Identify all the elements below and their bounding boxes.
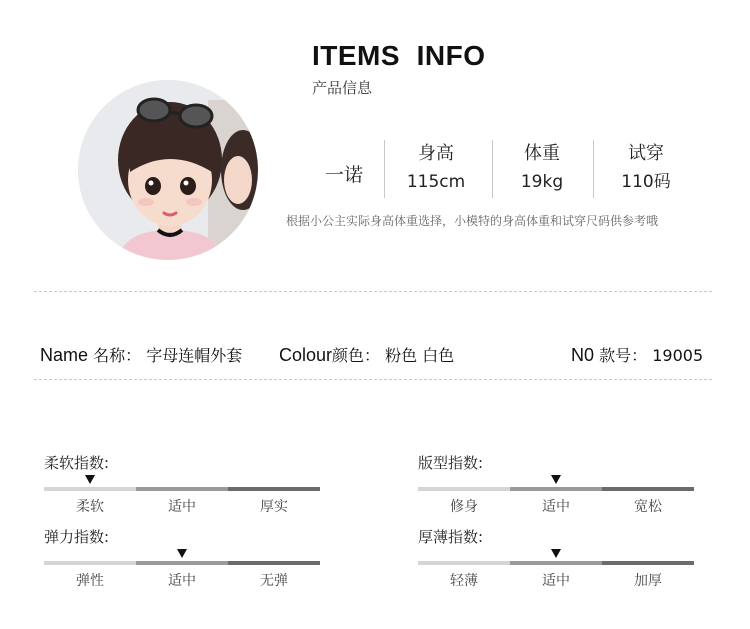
scale-bar [418, 561, 694, 565]
product-number [571, 343, 703, 366]
scale-marker [85, 475, 95, 484]
page-subtitle: 产品信息 [312, 79, 373, 97]
stat-label: 体重 [524, 143, 560, 164]
scale-segment [228, 561, 320, 565]
product-colour-label: 颜色： [332, 346, 381, 365]
scale-option: 适中 [542, 499, 570, 515]
stat-trial-size [596, 142, 696, 195]
scale-option: 无弹 [260, 573, 288, 589]
product-name-label: 名称： [93, 346, 142, 365]
scale-marker [551, 549, 561, 558]
scale-segment [228, 487, 320, 491]
stat-value: 19kg [520, 172, 564, 192]
scale-segment [418, 487, 510, 491]
scale-segment [602, 561, 694, 565]
scale-option: 宽松 [634, 499, 662, 515]
stat-divider [593, 140, 594, 198]
scale-marker [551, 475, 561, 484]
product-colour-en: Colour [279, 345, 333, 365]
scale-segment [510, 487, 602, 491]
product-number-value: 19005 [652, 346, 704, 365]
stat-value: 115cm [406, 172, 466, 192]
scale-labels [44, 496, 320, 516]
scale-fit [418, 453, 694, 516]
scale-option: 适中 [168, 499, 196, 515]
product-number-en: N0 [571, 345, 595, 365]
scale-title: 弹力指数: [44, 528, 110, 546]
divider-dashed [34, 291, 712, 292]
product-colour [279, 343, 454, 366]
scale-labels [418, 570, 694, 590]
scale-segment [602, 487, 694, 491]
scale-title: 柔软指数: [44, 454, 110, 472]
product-name [40, 343, 242, 366]
scale-labels [44, 570, 320, 590]
scale-title: 版型指数: [418, 454, 484, 472]
size-note: 根据小公主实际身高体重选择，小模特的身高体重和试穿尺码供参考哦 [286, 214, 659, 228]
scale-option: 修身 [450, 499, 478, 515]
scale-bar [418, 487, 694, 491]
stat-divider [384, 140, 385, 198]
scale-segment [44, 487, 136, 491]
scale-segment [510, 561, 602, 565]
scale-option: 轻薄 [450, 573, 478, 589]
scale-segment [44, 561, 136, 565]
stat-label: 身高 [418, 143, 454, 164]
scale-elasticity [44, 527, 320, 590]
scale-option: 加厚 [634, 573, 662, 589]
scale-option: 适中 [168, 573, 196, 589]
divider-dashed [34, 379, 712, 380]
scale-option: 适中 [542, 573, 570, 589]
model-name: 一诺 [325, 164, 364, 186]
product-name-en: Name [40, 345, 89, 365]
scale-segment [136, 487, 228, 491]
page-title: ITEMS INFO [312, 40, 486, 71]
model-photo [78, 80, 258, 260]
scale-thickness [418, 527, 694, 590]
scale-bar [44, 487, 320, 491]
scale-softness [44, 453, 320, 516]
product-number-label: 款号： [599, 346, 648, 365]
stat-value: 110码 [621, 172, 671, 192]
scale-segment [418, 561, 510, 565]
scale-option: 厚实 [260, 499, 288, 515]
scale-title: 厚薄指数: [418, 528, 484, 546]
product-name-value: 字母连帽外套 [146, 346, 243, 365]
stat-height [386, 142, 486, 195]
scale-bar [44, 561, 320, 565]
stat-weight [492, 142, 592, 195]
scale-labels [418, 496, 694, 516]
child-model-illustration [78, 80, 258, 260]
scale-option: 柔软 [76, 499, 104, 515]
scale-marker [177, 549, 187, 558]
product-colour-value: 粉色 白色 [385, 346, 455, 365]
scale-option: 弹性 [76, 573, 104, 589]
stat-label: 试穿 [628, 143, 664, 164]
scale-segment [136, 561, 228, 565]
